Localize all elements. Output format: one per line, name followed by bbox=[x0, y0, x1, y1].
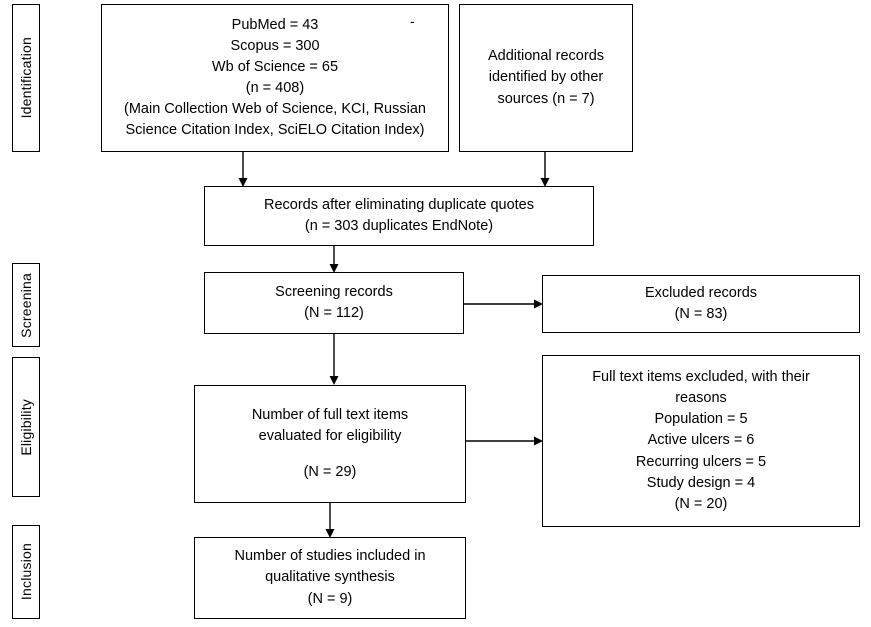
box-full-text-excluded-line-7: (N = 20) bbox=[674, 495, 728, 512]
stage-label-inclusion-text: Inclusion bbox=[18, 543, 34, 601]
stray-dash-mark: - bbox=[410, 13, 415, 29]
stage-label-screening-text: Screenina bbox=[18, 272, 34, 338]
box-included-studies-line-1: Number of studies included in bbox=[234, 548, 426, 565]
box-full-text-excluded bbox=[542, 355, 860, 527]
box-databases-line-5: (Main Collection Web of Science, KCI, Russian bbox=[124, 101, 426, 118]
box-full-text-excluded-line-1: Full text items excluded, with their bbox=[592, 369, 810, 386]
stage-label-inclusion bbox=[12, 525, 40, 619]
box-databases-line-1: PubMed = 43 bbox=[231, 16, 319, 33]
box-other-sources-line-2: identified by other bbox=[488, 69, 604, 86]
box-included-studies-line-2: qualitative synthesis bbox=[265, 569, 395, 586]
stage-label-identification bbox=[12, 4, 40, 152]
arrow-other-sources-to-duplicates bbox=[538, 152, 552, 188]
box-excluded-records-line-1: Excluded records bbox=[644, 284, 758, 301]
arrow-duplicates-to-screening bbox=[327, 246, 341, 274]
arrow-screening-to-full-text bbox=[327, 334, 341, 386]
arrow-databases-to-duplicates bbox=[236, 152, 250, 188]
box-included-studies bbox=[194, 537, 466, 619]
box-full-text-excluded-line-5: Recurring ulcers = 5 bbox=[635, 453, 767, 470]
box-databases-line-2: Scopus = 300 bbox=[230, 37, 320, 54]
box-screening-records-line-1: Screening records bbox=[275, 283, 393, 300]
arrow-full-text-to-excluded bbox=[466, 434, 544, 448]
arrow-screening-to-excluded bbox=[464, 297, 544, 311]
box-full-text-assessed bbox=[194, 385, 466, 503]
box-duplicates-removed-line-1: Records after eliminating duplicate quotes bbox=[263, 196, 534, 213]
box-other-sources-line-3: sources (n = 7) bbox=[497, 90, 595, 107]
stage-label-eligibility bbox=[12, 357, 40, 497]
box-full-text-excluded-line-2: reasons bbox=[675, 390, 727, 407]
box-included-studies-line-3: (N = 9) bbox=[307, 590, 353, 607]
box-full-text-assessed-line-2: evaluated for eligibility bbox=[258, 428, 402, 445]
box-screening-records bbox=[204, 272, 464, 334]
stage-label-identification-text: Identification bbox=[18, 37, 34, 119]
box-other-sources bbox=[459, 4, 633, 152]
stage-label-eligibility-text: Eligibility bbox=[18, 398, 34, 456]
box-databases-line-3: Wb of Science = 65 bbox=[211, 58, 339, 75]
box-full-text-assessed-line-1: Number of full text items bbox=[251, 407, 409, 424]
stage-label-screening bbox=[12, 263, 40, 347]
box-full-text-excluded-line-6: Study design = 4 bbox=[646, 474, 756, 491]
box-duplicates-removed bbox=[204, 186, 594, 246]
box-other-sources-line-1: Additional records bbox=[487, 48, 605, 65]
box-databases-line-6: Science Citation Index, SciELO Citation Index) bbox=[125, 122, 425, 139]
box-excluded-records-line-2: (N = 83) bbox=[674, 306, 728, 322]
arrow-full-text-to-included bbox=[323, 503, 337, 539]
box-databases bbox=[101, 4, 449, 152]
box-full-text-excluded-line-4: Active ulcers = 6 bbox=[647, 432, 755, 449]
box-full-text-assessed-line-3: (N = 29) bbox=[303, 463, 357, 480]
box-excluded-records bbox=[542, 275, 860, 333]
box-duplicates-removed-line-2: (n = 303 duplicates EndNote) bbox=[304, 218, 494, 234]
box-full-text-excluded-line-3: Population = 5 bbox=[654, 411, 748, 428]
box-databases-line-4: (n = 408) bbox=[245, 80, 305, 96]
box-screening-records-line-2: (N = 112) bbox=[304, 305, 364, 321]
